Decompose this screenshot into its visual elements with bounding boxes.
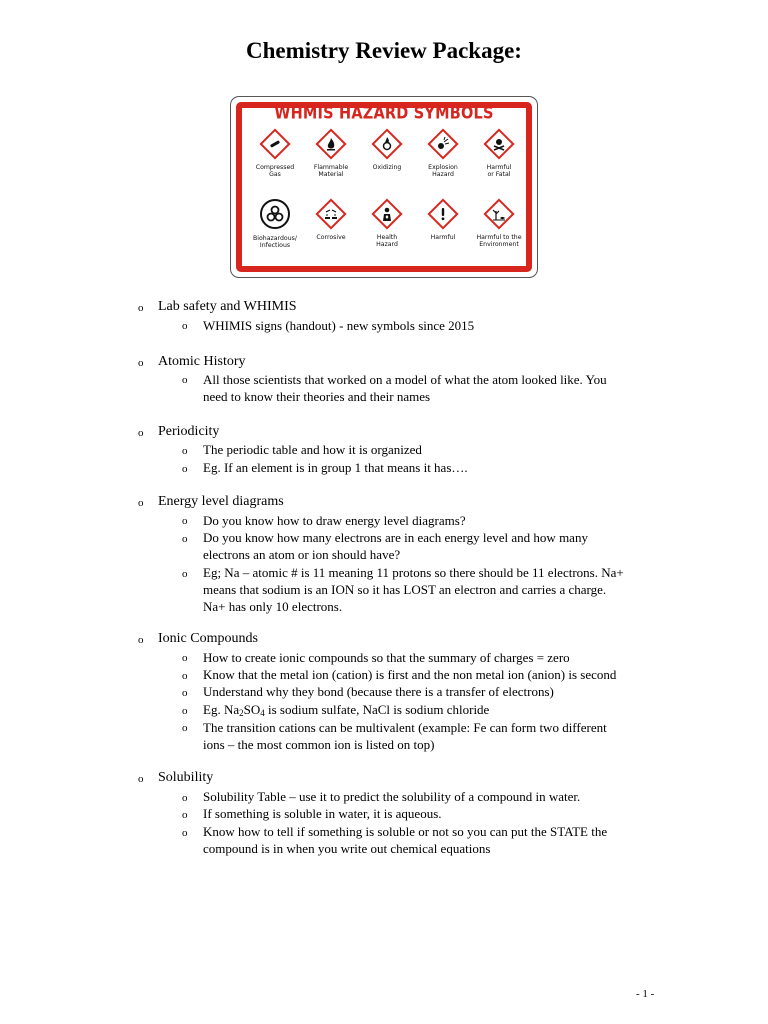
topic-item: Eg. If an element is in group 1 that means it has…. [203, 460, 468, 475]
symbol-toxic: Harmful or Fatal [470, 127, 528, 178]
topic-item: If something is soluble in water, it is aqueous. [203, 806, 442, 821]
topic-item-continued: electrons an atom or ion should have? [203, 547, 401, 562]
whmis-sign [230, 96, 538, 278]
bullet: o [182, 515, 188, 527]
topic-item: Eg; Na – atomic # is 11 meaning 11 protons so there should be 11 electrons. Na+ [203, 565, 624, 580]
topic-heading: Energy level diagrams [158, 494, 284, 509]
bullet: o [182, 463, 188, 475]
bullet: o [138, 357, 144, 369]
bullet: o [182, 652, 188, 664]
symbol-explosion: Explosion Hazard [414, 127, 472, 178]
biohazard-icon [265, 204, 285, 224]
symbol-biohazard: Biohazardous/ Infectious [246, 199, 304, 249]
bullet: o [182, 568, 188, 580]
topic-item: Know that the metal ion (cation) is first and the non metal ion (anion) is second [203, 667, 617, 682]
page-title: Chemistry Review Package: [246, 38, 522, 63]
gas-cylinder-icon [267, 136, 283, 152]
bullet: o [138, 427, 144, 439]
sign-title: WHMIS HAZARD SYMBOLS [274, 104, 494, 124]
topic-heading: Solubility [158, 770, 214, 785]
topic-heading: Periodicity [158, 424, 220, 439]
symbol-oxidizing: Oxidizing [358, 127, 416, 171]
skull-crossbones-icon [491, 136, 507, 152]
bullet: o [182, 320, 188, 332]
bullet: o [182, 670, 188, 682]
topic-item: All those scientists that worked on a model of what the atom looked like. You [203, 372, 607, 387]
bullet: o [182, 445, 188, 457]
topic-item: Do you know how many electrons are in each energy level and how many [203, 530, 588, 545]
health-hazard-icon [379, 206, 395, 222]
symbol-harmful: Harmful [414, 197, 472, 241]
topic-item: The periodic table and how it is organized [203, 442, 422, 457]
exclamation-mark-icon [435, 206, 451, 222]
bullet: o [138, 497, 144, 509]
topic-item: WHIMIS signs (handout) - new symbols since 2015 [203, 318, 475, 333]
symbol-environment: Harmful to the Environment [470, 197, 528, 248]
topic-item-formula: Eg. $Na_2SO_4$ is sodium sulfate, NaCl is sodium chloride [203, 702, 490, 718]
environment-icon [491, 206, 507, 222]
topic-heading: Atomic History [158, 354, 246, 369]
bullet: o [182, 792, 188, 804]
topic-item: The transition cations can be multivalent (example: Fe can form two different [203, 720, 607, 735]
symbol-corrosive: Corrosive [302, 197, 360, 241]
topic-item-continued: need to know their theories and their names [203, 389, 431, 404]
topic-item: Know how to tell if something is soluble or not so you can put the STATE the [203, 824, 608, 839]
bullet: o [182, 705, 188, 717]
bullet: o [138, 773, 144, 785]
topic-item-continued: means that sodium is an ION so it has LOST an electron and carries a charge. [203, 582, 607, 597]
page-number: - 1 - [636, 988, 655, 1000]
topic-item: Understand why they bond (because there is a transfer of electrons) [203, 684, 554, 699]
topic-item: Do you know how to draw energy level diagrams? [203, 513, 466, 528]
flame-over-circle-icon [379, 136, 395, 152]
symbol-health-hazard: Health Hazard [358, 197, 416, 248]
topic-item: How to create ionic compounds so that the summary of charges = zero [203, 650, 570, 665]
bullet: o [138, 302, 144, 314]
bullet: o [182, 809, 188, 821]
bullet: o [182, 827, 188, 839]
topic-heading: Ionic Compounds [158, 631, 258, 646]
symbol-flammable: Flammable Material [302, 127, 360, 178]
symbol-label: Compressed Gas [255, 164, 295, 178]
topic-heading: Lab safety and WHIMIS [158, 299, 297, 314]
bullet: o [182, 533, 188, 545]
bullet: o [182, 722, 188, 734]
exploding-bomb-icon [435, 136, 451, 152]
symbol-compressed-gas [246, 127, 304, 178]
bullet: o [138, 634, 144, 646]
topic-item-continued: Na+ has only 10 electrons. [203, 599, 343, 614]
topic-item-continued: compound is in when you write out chemical equations [203, 841, 491, 856]
bullet: o [182, 687, 188, 699]
flame-icon [323, 136, 339, 152]
topic-item-continued: ions – the most common ion is listed on top) [203, 737, 435, 752]
topic-item: Solubility Table – use it to predict the solubility of a compound in water. [203, 789, 581, 804]
corrosion-icon [323, 206, 339, 222]
bullet: o [182, 374, 188, 386]
